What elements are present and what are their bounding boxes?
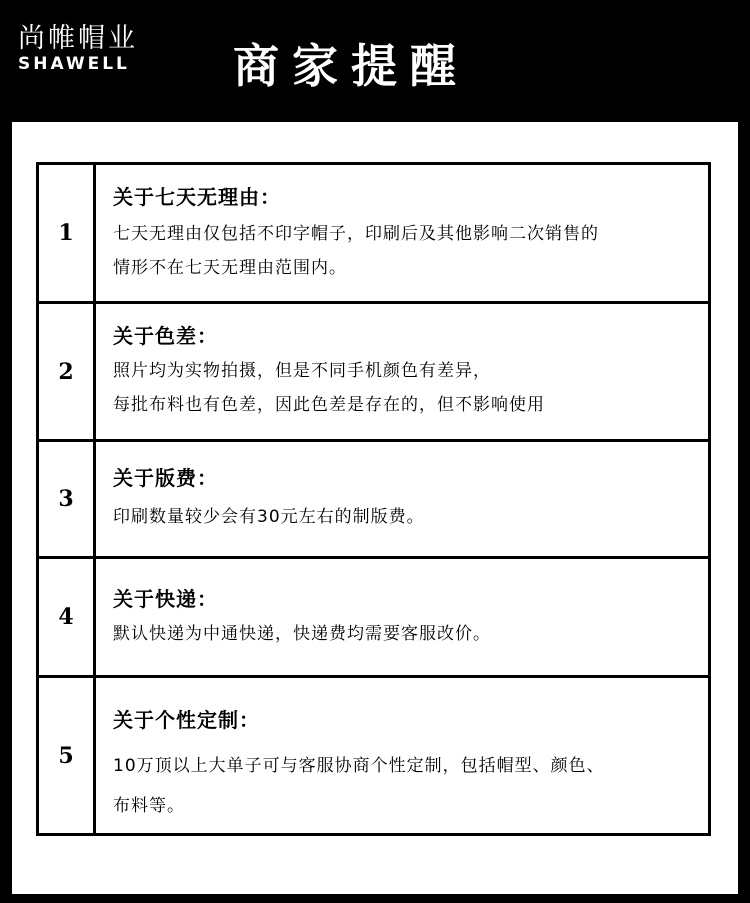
brand-name-english: SHAWELL (18, 54, 130, 74)
notice-row-3 (39, 442, 708, 559)
row-heading: 关于版费： (113, 466, 218, 490)
row-text-line: 七天无理由仅包括不印字帽子，印刷后及其他影响二次销售的 (113, 224, 599, 244)
notice-row-1 (39, 165, 708, 304)
row-heading: 关于个性定制： (113, 708, 260, 732)
brand-name-chinese: 尚帷帽业 (18, 23, 138, 54)
row-content (113, 585, 698, 651)
row-heading: 关于色差： (113, 324, 218, 348)
notice-row-4 (39, 559, 708, 678)
row-content (113, 322, 698, 422)
row-text-line: 情形不在七天无理由范围内。 (113, 258, 347, 278)
row-text-line: 印刷数量较少会有30元左右的制版费。 (113, 507, 425, 527)
row-heading: 关于快递： (113, 587, 218, 611)
row-number: 4 (39, 559, 96, 675)
row-content (113, 183, 698, 285)
notice-row-2 (39, 304, 708, 442)
row-text-line: 每批布料也有色差，因此色差是存在的，但不影响使用 (113, 395, 545, 415)
notice-table (36, 162, 711, 836)
header (0, 0, 750, 122)
row-number: 5 (39, 678, 96, 833)
notice-row-5 (39, 678, 708, 833)
row-text-line: 默认快递为中通快递，快递费均需要客服改价。 (113, 624, 491, 644)
row-content (113, 706, 698, 826)
page-title: 商家提醒 (233, 39, 469, 93)
row-text-line: 布料等。 (113, 796, 185, 816)
row-number: 2 (39, 304, 96, 439)
row-text-line: 10万顶以上大单子可与客服协商个性定制，包括帽型、颜色、 (113, 756, 605, 776)
row-number: 1 (39, 165, 96, 301)
row-content (113, 464, 698, 534)
row-text-line: 照片均为实物拍摄，但是不同手机颜色有差异， (113, 361, 491, 381)
row-number: 3 (39, 442, 96, 556)
row-heading: 关于七天无理由： (113, 185, 281, 209)
